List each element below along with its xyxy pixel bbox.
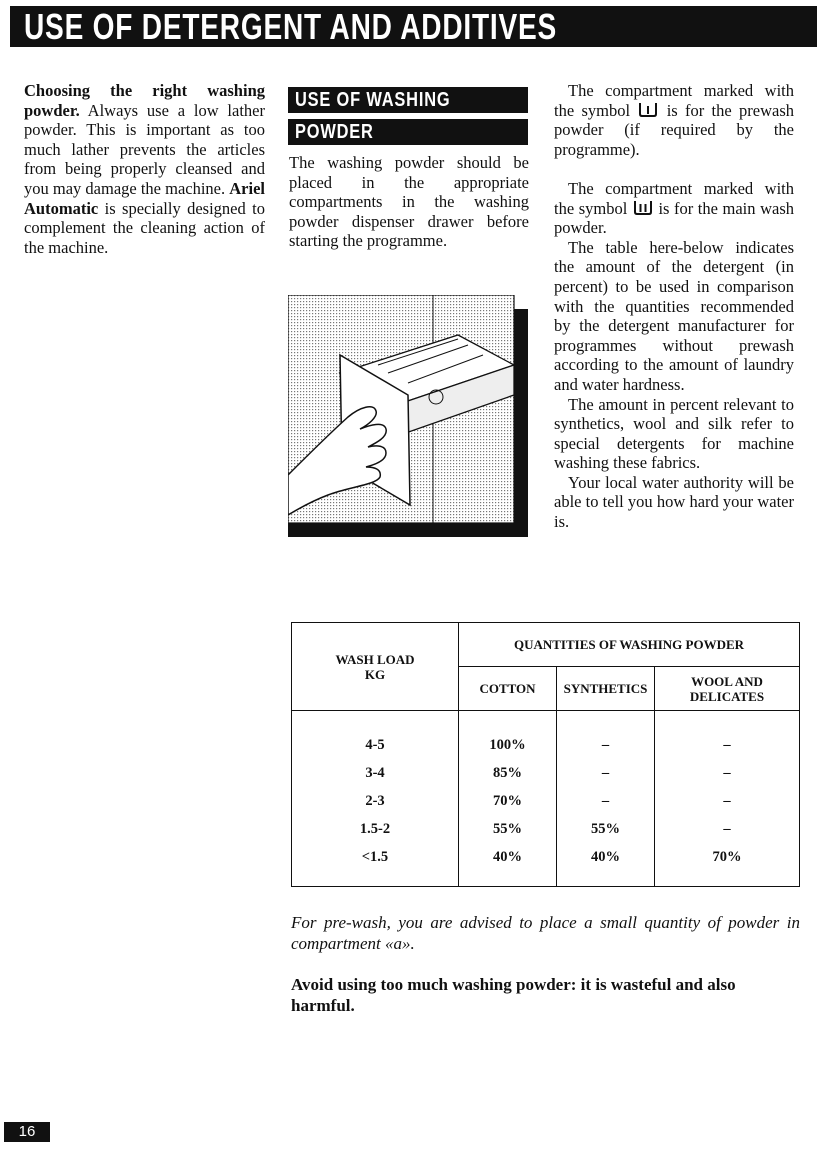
advice-lead: Choosing the right washing powder. [24,81,265,120]
wash-load-column [292,711,459,887]
table-cell: 3-4 [365,765,385,781]
table-cell: – [723,765,731,781]
table-cell: – [723,737,731,753]
warning-text: Avoid using too much washing powder: it is wasteful and also harmful. [291,975,736,1015]
table-explanation: The table here-below indicates the amount of the detergent (in percent) to be used in comparison with the quantities recommended by the detergent manufacturer for programmes without prewash according to the amount of laundry and water hardness. [554,237,794,394]
table-cell: 55% [591,821,620,837]
section-heading-line1: USE OF WASHING [288,87,528,113]
page-number: 16 [4,1122,50,1142]
table-cell: 40% [493,849,522,865]
section-heading-line2: POWDER [288,119,528,145]
table-cell: 100% [489,737,526,753]
table-cell: 40% [591,849,620,865]
water-hardness-note: Your local water authority will be able to tell you how hard your water is. [554,472,794,532]
table-cell: – [723,793,731,809]
table-cell: 55% [493,821,522,837]
synthetics-header: SYNTHETICS [557,667,655,711]
wool-header: WOOL AND DELICATES [655,667,800,711]
table-cell: – [601,737,610,753]
advice-text: Always use a low lather powder. This is important as too much lather prevents the articles from being properly cleansed and you may damage the machine. [24,100,265,198]
page-title: USE OF DETERGENT AND ADDITIVES [24,6,558,47]
mainwash-text-start: The compartment marked with the symbol [554,178,794,218]
quantities-header: QUANTITIES OF WASHING POWDER [459,623,800,667]
table-cell: 4-5 [365,737,385,753]
mainwash-symbol-icon [632,201,654,215]
cotton-header: COTTON [459,667,557,711]
special-detergents-note: The amount in percent relevant to synthetics, wool and silk refer to special detergents for machine washing these fabrics. [554,394,794,473]
dispenser-instructions: The washing powder should be placed in the appropriate compartments in the washing powder dispenser drawer before starting the programme. [289,153,529,251]
table-cell: 85% [493,765,522,781]
prewash-text-end: is for the prewash powder (if required by the programme). [554,100,794,159]
compartment-info [554,81,794,532]
table-cell: 70% [493,793,522,809]
dispenser-drawer-illustration [288,295,528,537]
cotton-column [459,711,557,887]
washing-powder-quantities-table [291,622,800,887]
table-cell: 1.5-2 [359,821,391,837]
table-cell: – [601,793,610,809]
prewash-symbol-icon [637,103,659,117]
table-cell: – [601,765,610,781]
washing-powder-advice [24,81,265,257]
prewash-note: For pre-wash, you are advised to place a small quantity of powder in compartment «a». [291,913,800,953]
table-cell: 70% [712,849,742,865]
advice-text-end: is specially designed to complement the cleaning action of the machine. [24,198,265,257]
table-cell: 2-3 [365,793,385,809]
synthetics-column [557,711,655,887]
wash-load-header: WASH LOAD KG [292,623,459,711]
page-title-banner [10,6,817,47]
brand-name: Ariel Automatic [24,178,265,218]
wool-column [655,711,800,887]
table-cell: – [723,821,731,837]
table-cell: <1.5 [361,849,389,865]
mainwash-text-end: is for the main wash powder. [554,198,794,238]
prewash-text-start: The compartment marked with the symbol [554,81,794,120]
